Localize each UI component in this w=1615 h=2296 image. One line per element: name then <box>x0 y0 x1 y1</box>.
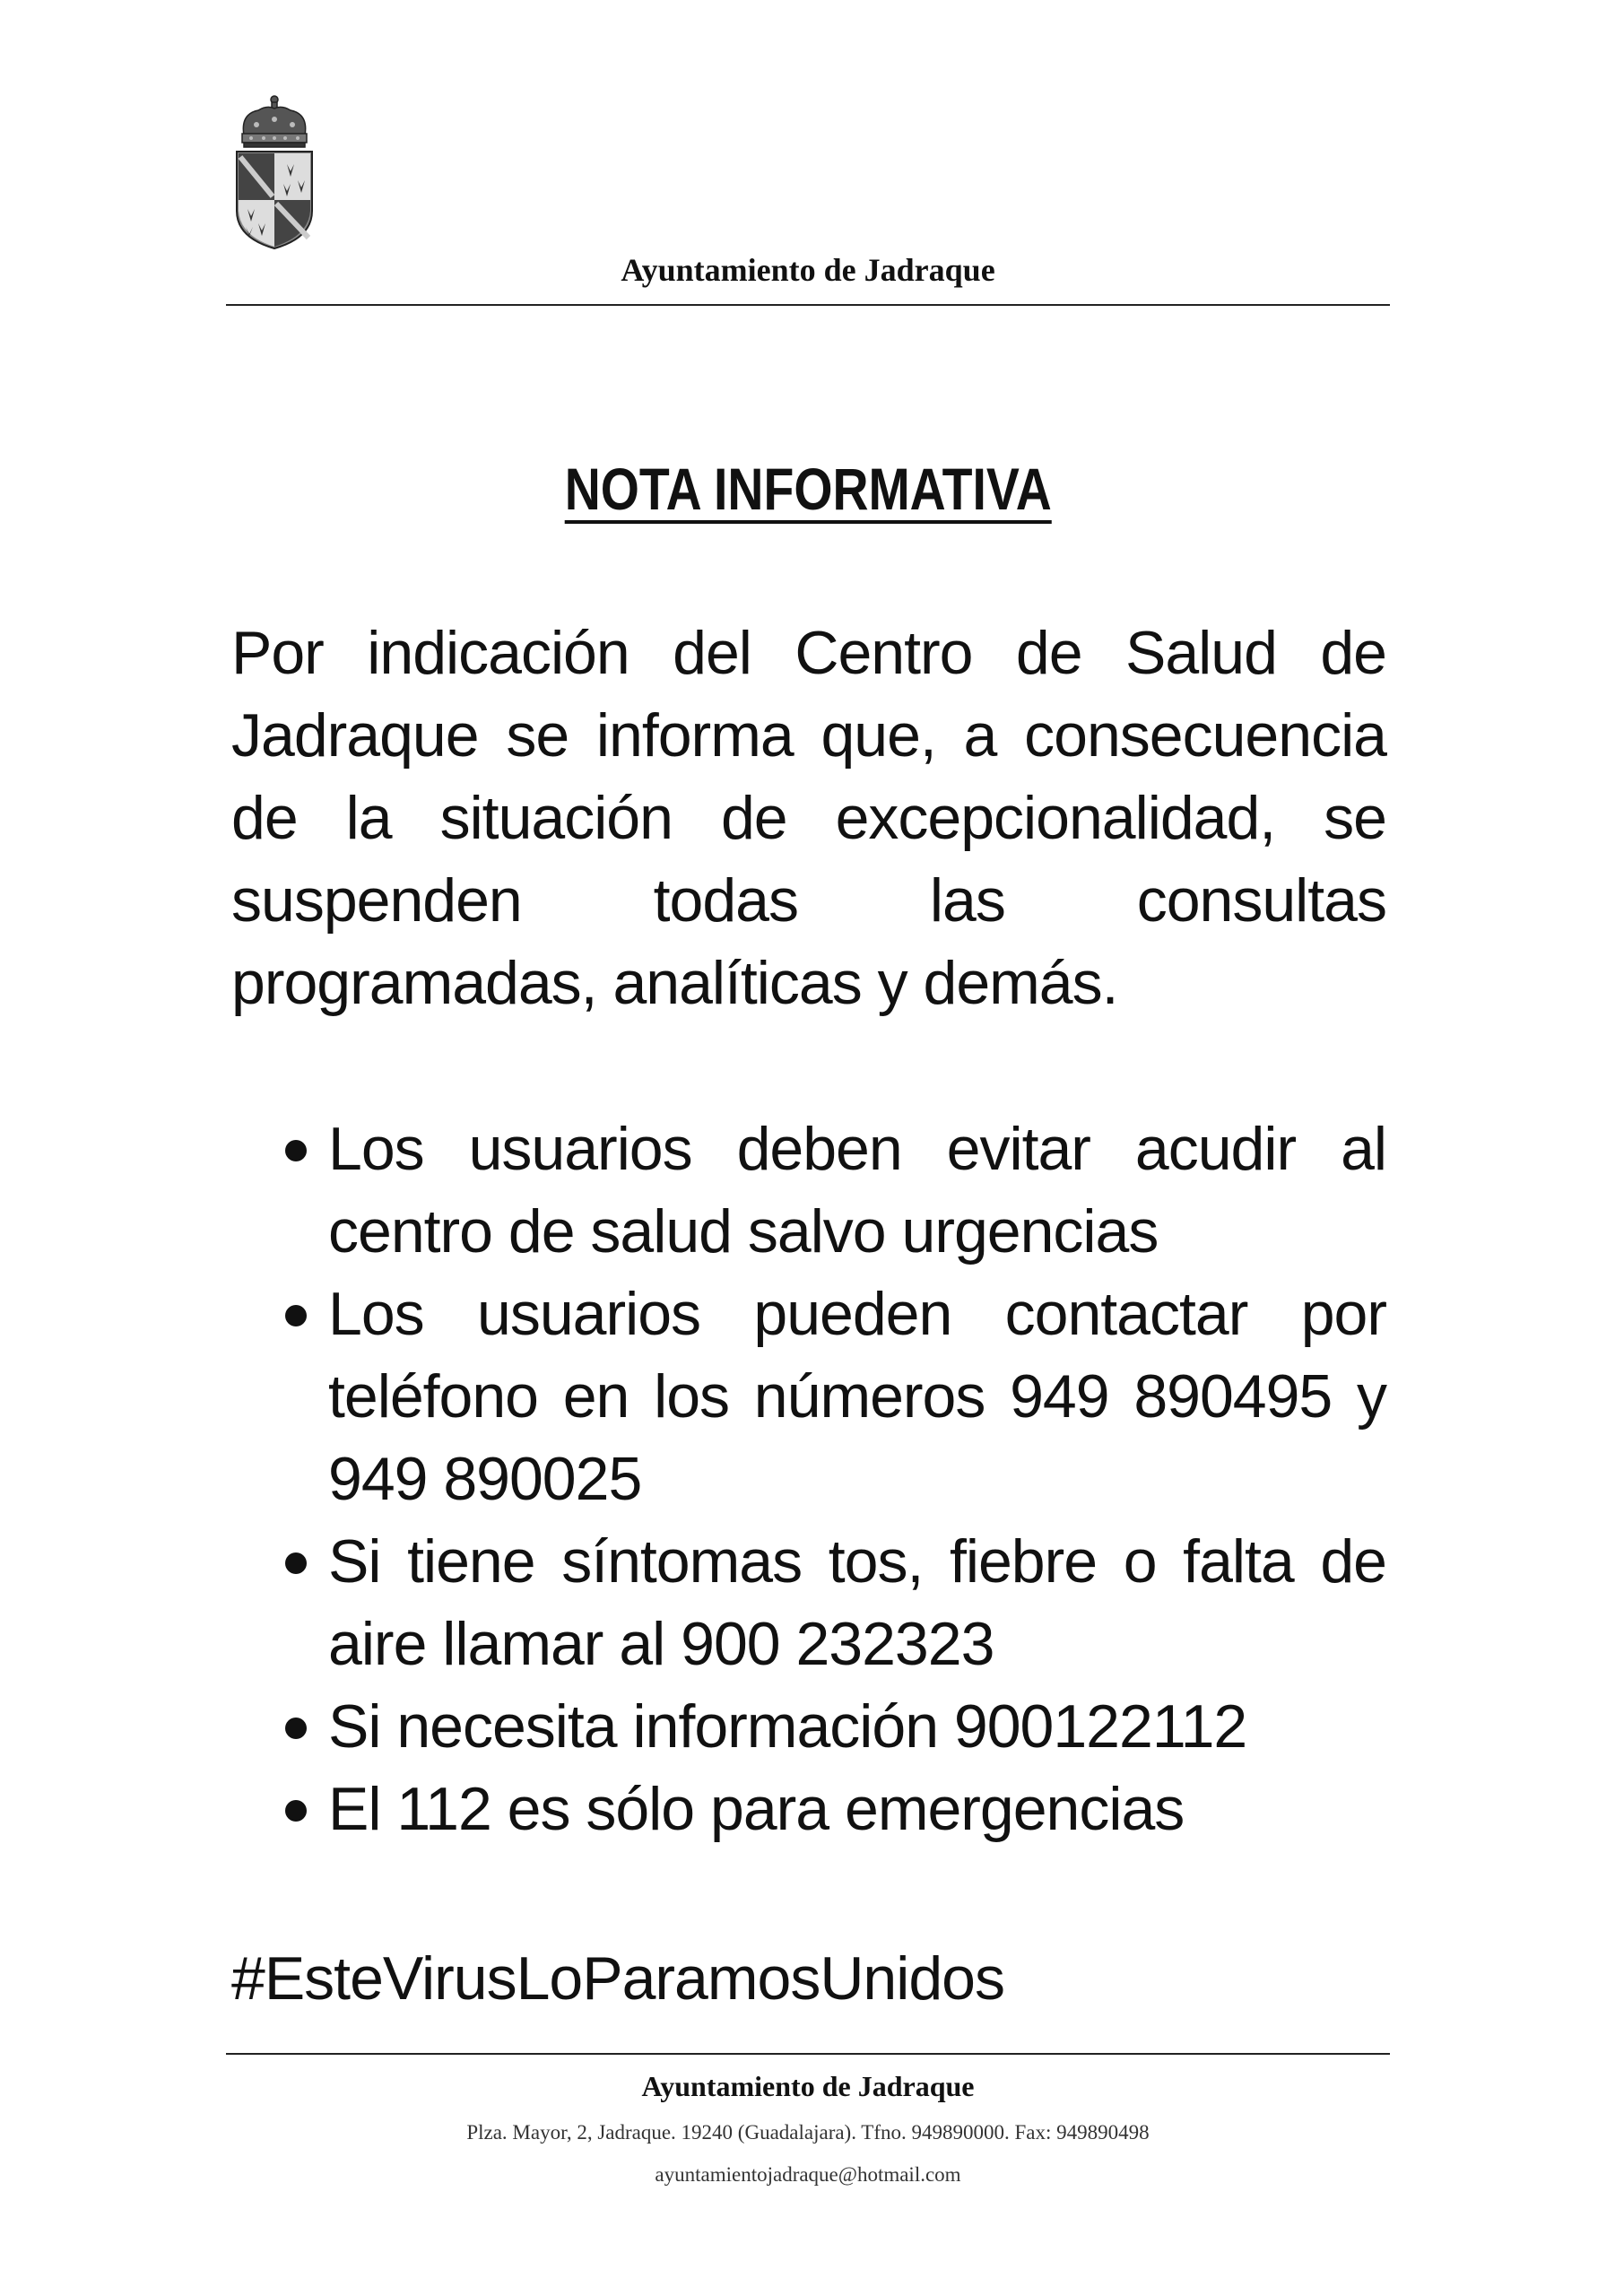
coat-of-arms-icon <box>231 94 317 250</box>
list-item-text: Los usuarios pueden contactar por teléfono en los números 949 890495 y 949 890025 <box>328 1280 1386 1513</box>
list-item-text: Los usuarios deben evitar acudir al centro de salud salvo urgencias <box>328 1115 1386 1265</box>
bullet-icon <box>285 1552 307 1574</box>
list-item <box>278 1768 1386 1850</box>
footer-email: ayuntamientojadraque@hotmail.com <box>655 2163 961 2186</box>
list-item <box>278 1520 1386 1685</box>
list-item <box>278 1108 1386 1273</box>
footer-title: Ayuntamiento de Jadraque <box>641 2070 975 2102</box>
page-title <box>226 448 1390 529</box>
footer-address: Plza. Mayor, 2, Jadraque. 19240 (Guadalajara). Tfno. 949890000. Fax: 949890498 <box>466 2121 1150 2144</box>
bullet-icon <box>285 1718 307 1739</box>
list-item <box>278 1273 1386 1520</box>
list-item-text: Si necesita información 900122112 <box>328 1692 1247 1761</box>
hashtag: #EsteVirusLoParamosUnidos <box>231 1944 1004 2013</box>
footer-divider <box>226 2053 1390 2055</box>
bullet-icon <box>285 1305 307 1326</box>
page-title-text: NOTA INFORMATIVA <box>564 456 1052 522</box>
header-title: Ayuntamiento de Jadraque <box>621 252 995 288</box>
header-divider <box>226 304 1390 306</box>
list-item <box>278 1685 1386 1768</box>
list-item-text: El 112 es sólo para emergencias <box>328 1775 1185 1843</box>
bullet-icon <box>285 1140 307 1161</box>
bullet-list <box>278 1108 1386 1850</box>
list-item-text: Si tiene síntomas tos, fiebre o falta de aire llamar al 900 232323 <box>328 1527 1386 1678</box>
intro-paragraph: Por indicación del Centro de Salud de Jadraque se informa que, a consecuencia de la situación de excepcionalidad, se suspenden todas las consultas programadas, analíticas y demás. <box>231 619 1386 1017</box>
bullet-icon <box>285 1800 307 1822</box>
